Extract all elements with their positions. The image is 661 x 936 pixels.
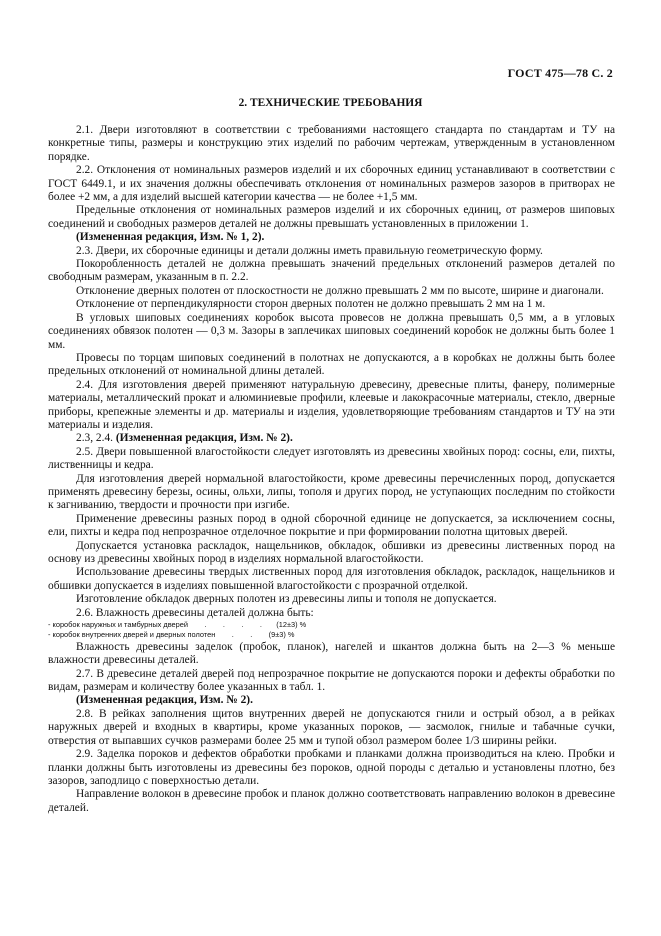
note-ref: 2.3, 2.4. xyxy=(76,432,116,445)
paragraph-2-7: 2.7. В древесине деталей дверей под непрозрачное покрытие не допускаются пороки и дефекты обработки по видам, размерам и количеству более указанных в табл. 1. xyxy=(48,667,615,694)
paragraph-2-5: 2.5. Двери повышенной влагостойкости следует изготовлять из древесины хвойных пород: сосны, ели, пихты, лиственницы и кедра. xyxy=(48,445,615,472)
paragraph-end-overhangs: Провесы по торцам шиповых соединений в полотнах не допускаются, а в коробках не должны быть более предельных отклонений от номинальной длины деталей. xyxy=(48,351,615,378)
paragraph-normal-moisture: Для изготовления дверей нормальной влагостойкости, кроме древесины перечисленных пород, допускается применять древесину березы, осины, ольхи, липы, тополя и других пород, не уступающих последним по стойкости к загниванию, твердости и прочности при изгибе. xyxy=(48,472,615,512)
list-item-exterior-frames: - коробок наружных и тамбурных дверей . . . . (12±3) % xyxy=(48,620,307,630)
paragraph-2-3: 2.3. Двери, их сборочные единицы и детали должны иметь правильную геометрическую форму. xyxy=(76,244,543,257)
revision-note: (Измененная редакция, Изм. № 2). xyxy=(115,432,293,445)
revision-note: (Измененная редакция, Изм. № 2). xyxy=(76,694,253,707)
paragraph-corner-joints: В угловых шиповых соединениях коробок высота провесов не должна превышать 0,5 мм, а в угловых соединениях обвязок полотен — 0,3 м. Зазоры в заплечиках шиповых соединений коробок не должны быть более 1 мм. xyxy=(48,311,615,351)
paragraph-flatness: Отклонение дверных полотен от плоскостности не должно превышать 2 мм по высоте, ширине и диагонали. xyxy=(76,284,604,297)
document-body xyxy=(48,124,615,815)
paragraph-2-6: 2.6. Влажность древесины деталей должна быть: xyxy=(76,606,314,619)
paragraph-linden-poplar: Изготовление обкладок дверных полотен из древесины липы и тополя не допускается. xyxy=(76,593,497,606)
paragraph-2-9: 2.9. Заделка пороков и дефектов обработки пробками и планками должна производиться на клею. Пробки и планки должны быть изготовлены из древесины без пороков, одной породы с деталью и установлены плотно, без зазоров, заподлицо с поверхностью детали. xyxy=(48,748,615,787)
paragraph-plug-moisture: Влажность древесины заделок (пробок, планок), нагелей и шкантов должна быть на 2—3 % меньше влажности древесины деталей. xyxy=(48,640,615,667)
paragraph-perpendicularity: Отклонение от перпендикулярности сторон дверных полотен не должно превышать 2 мм на 1 м. xyxy=(76,298,546,311)
paragraph-hardwood-overlays: Допускается установка раскладок, нащельников, обкладок, обшивки из древесины лиственных пород на основу из древесины хвойных пород в изделиях нормальной влагостойкости. xyxy=(48,539,615,565)
paragraph-2-2-limits: Предельные отклонения от номинальных размеров изделий и их сборочных единиц, от размеров шиповых соединений и свободных размеров деталей не должны превышать установленных в приложении 1. xyxy=(48,204,615,230)
page-header-doc-ref: ГОСТ 475—78 С. 2 xyxy=(507,66,613,80)
paragraph-grain-direction: Направление волокон в древесине пробок и планок должно соответствовать направлению волокон в древесине деталей. xyxy=(48,788,615,814)
paragraph-2-2: 2.2. Отклонения от номинальных размеров изделий и их сборочных единиц устанавливают в соответствии с ГОСТ 6449.1, и их значения должны обеспечивать отклонения от номинальных размеров зазоров в притворах не более +2 мм, а для изделий высшей категории качества — не более +1,5 мм. xyxy=(48,164,615,204)
paragraph-mixed-species: Применение древесины разных пород в одной сборочной единице не допускается, за исключением сосны, ели, пихты и кедра под непрозрачное отделочное покрытие и при формировании полотна щитовых дверей. xyxy=(48,512,615,539)
paragraph-2-1: 2.1. Двери изготовляют в соответствии с требованиями настоящего стандарта по стандартам и ТУ на конкретные типы, размеры и конструкцию этих изделий по рабочим чертежам, утвержденным в установленном порядке. xyxy=(48,124,615,163)
list-item-interior-frames: - коробок внутренних дверей и дверных полотен . . (9±3) % xyxy=(48,630,295,640)
revision-note: (Измененная редакция, Изм. № 1, 2). xyxy=(76,231,265,244)
paragraph-2-4: 2.4. Для изготовления дверей применяют натуральную древесину, древесные плиты, фанеру, полимерные материалы, металлический прокат и алюминиевые профили, клеевые и лакокрасочные материалы, стекло, дверные приборы, крепежные элементы и др. материалы и изделия, удовлетворяющие требованиям стандартов и ТУ на эти материалы и изделия. xyxy=(48,378,615,431)
paragraph-2-3-2-4-note xyxy=(48,432,615,445)
paragraph-hard-hardwood: Использование древесины твердых лиственных пород для изготовления обкладок, раскладок, нащельников и обшивки допускается в изделиях повышенной влагостойкости с прозрачной отделкой. xyxy=(48,566,615,592)
paragraph-warping: Покоробленность деталей не должна превышать значений предельных отклонений размеров деталей по свободным размерам, указанным в п. 2.2. xyxy=(48,258,615,284)
section-title: 2. ТЕХНИЧЕСКИЕ ТРЕБОВАНИЯ xyxy=(238,97,423,109)
paragraph-2-8: 2.8. В рейках заполнения щитов внутренних дверей не допускаются гнили и острый обзол, а в рейках наружных дверей и входных в квартиры, кроме указанных пороков, — засмолок, гнилые и табачные сучки, отверстия от выпавших сучков размерами более 25 мм и тупой обзол размером более 1/3 ширины рейки. xyxy=(48,707,615,747)
